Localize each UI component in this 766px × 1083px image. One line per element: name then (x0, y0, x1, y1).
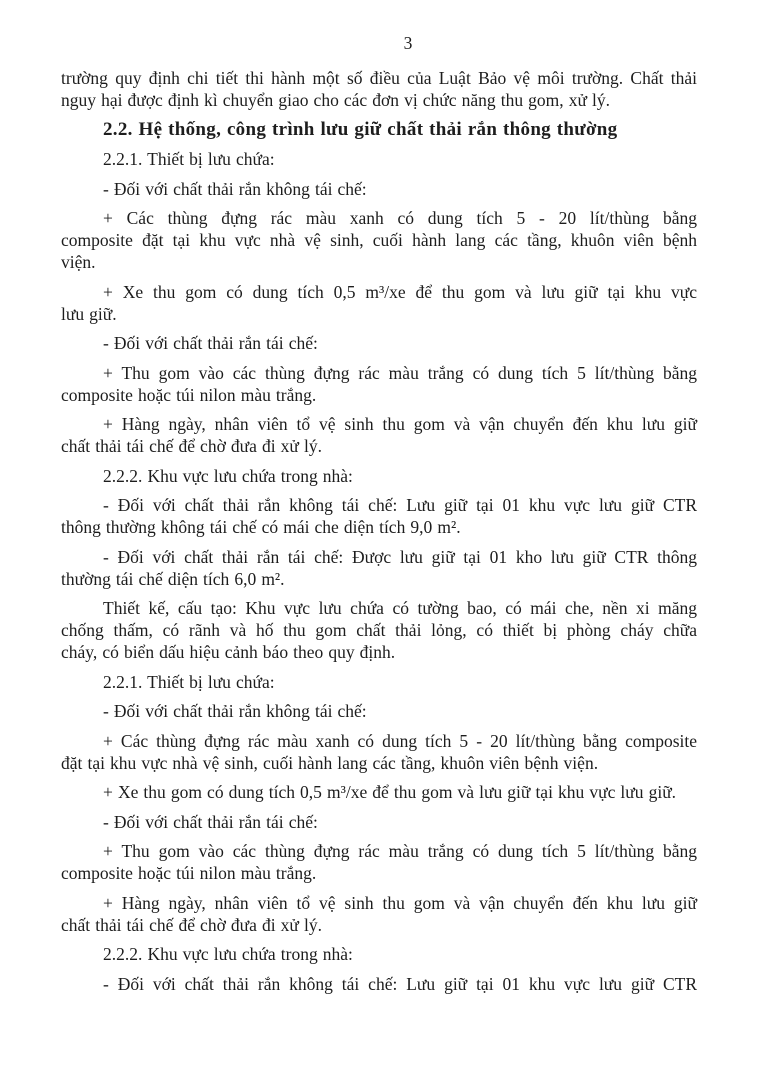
text-line: 2.2.1. Thiết bị lưu chứa: (103, 149, 275, 169)
text-line: 2.2. Hệ thống, công trình lưu giữ chất thải rắn thông thường (103, 118, 618, 140)
paragraph (61, 700, 697, 722)
paragraph (61, 281, 697, 325)
text-line: composite hoặc túi nilon màu trắng. (61, 863, 317, 883)
text-line: 2.2.1. Thiết bị lưu chứa: (103, 671, 275, 692)
text-line: chống thấm, có rãnh và hố thu gom chất thải lỏng, có thiết bị phòng cháy chữa (61, 620, 697, 640)
text-line: đặt tại khu vực nhà vệ sinh, cuối hành lang các tầng, khuôn viên bệnh viện. (61, 752, 599, 773)
text-line: thường tái chế diện tích 6,0 m². (61, 568, 285, 589)
document-body (61, 67, 697, 995)
paragraph (61, 207, 697, 273)
text-line: 2.2.2. Khu vực lưu chứa trong nhà: (103, 944, 353, 964)
text-line: composite hoặc túi nilon màu trắng. (61, 384, 317, 405)
text-line: - Đối với chất thải rắn không tái chế: Lưu giữ tại 01 khu vực lưu giữ CTR (103, 495, 697, 515)
paragraph (61, 332, 697, 354)
text-line: composite đặt tại khu vực nhà vệ sinh, cuối hành lang các tầng, khuôn viên bệnh (61, 230, 697, 250)
text-line: + Hàng ngày, nhân viên tổ vệ sinh thu gom và vận chuyển đến khu lưu giữ (103, 414, 697, 434)
text-line: Thiết kế, cấu tạo: Khu vực lưu chứa có tường bao, có mái che, nền xi măng (103, 598, 697, 618)
paragraph (61, 546, 697, 590)
paragraph (61, 597, 697, 663)
paragraph (61, 973, 697, 995)
text-line: + Các thùng đựng rác màu xanh có dung tích 5 - 20 lít/thùng bằng (103, 208, 697, 228)
text-line: 2.2.2. Khu vực lưu chứa trong nhà: (103, 465, 353, 486)
paragraph (61, 362, 697, 406)
text-line: chất thải tái chế để chờ đưa đi xử lý. (61, 436, 322, 456)
text-line: + Thu gom vào các thùng đựng rác màu trắng có dung tích 5 lít/thùng bằng (103, 841, 697, 861)
text-line: chất thải tái chế để chờ đưa đi xử lý. (61, 914, 322, 935)
paragraph (61, 413, 697, 457)
paragraph (61, 943, 697, 965)
section-heading (61, 119, 697, 141)
text-line: - Đối với chất thải rắn tái chế: (103, 333, 318, 353)
page-number: 3 (403, 33, 413, 53)
text-line: thông thường không tái chế có mái che diện tích 9,0 m². (61, 517, 461, 537)
text-line: + Xe thu gom có dung tích 0,5 m³/xe để thu gom và lưu giữ tại khu vực lưu giữ. (103, 782, 677, 802)
text-line: + Thu gom vào các thùng đựng rác màu trắng có dung tích 5 lít/thùng bằng (103, 362, 697, 383)
text-line: + Xe thu gom có dung tích 0,5 m³/xe để thu gom và lưu giữ tại khu vực (103, 281, 697, 302)
paragraph (61, 811, 697, 833)
paragraph (61, 730, 697, 774)
text-line: - Đối với chất thải rắn không tái chế: Lưu giữ tại 01 khu vực lưu giữ CTR (103, 973, 697, 994)
text-line: cháy, có biển dấu hiệu cảnh báo theo quy định. (61, 642, 396, 662)
paragraph (61, 148, 697, 170)
paragraph (61, 671, 697, 693)
paragraph (61, 178, 697, 200)
text-line: + Hàng ngày, nhân viên tổ vệ sinh thu gom và vận chuyển đến khu lưu giữ (103, 892, 697, 913)
text-line: - Đối với chất thải rắn tái chế: Được lưu giữ tại 01 kho lưu giữ CTR thông (103, 546, 697, 567)
text-line: - Đối với chất thải rắn không tái chế: (103, 701, 367, 721)
text-line: lưu giữ. (61, 303, 117, 324)
paragraph (61, 781, 697, 803)
paragraph (61, 67, 697, 111)
paragraph (61, 465, 697, 487)
paragraph (61, 840, 697, 884)
paragraph (61, 494, 697, 538)
text-line: - Đối với chất thải rắn tái chế: (103, 811, 318, 832)
text-line: trường quy định chi tiết thi hành một số điều của Luật Bảo vệ môi trường. Chất thải (61, 68, 697, 88)
text-line: viện. (61, 252, 96, 272)
paragraph (61, 892, 697, 936)
text-line: + Các thùng đựng rác màu xanh có dung tích 5 - 20 lít/thùng bằng composite (103, 730, 697, 751)
text-line: nguy hại được định kì chuyển giao cho các đơn vị chức năng thu gom, xử lý. (61, 90, 611, 110)
text-line: - Đối với chất thải rắn không tái chế: (103, 178, 367, 199)
